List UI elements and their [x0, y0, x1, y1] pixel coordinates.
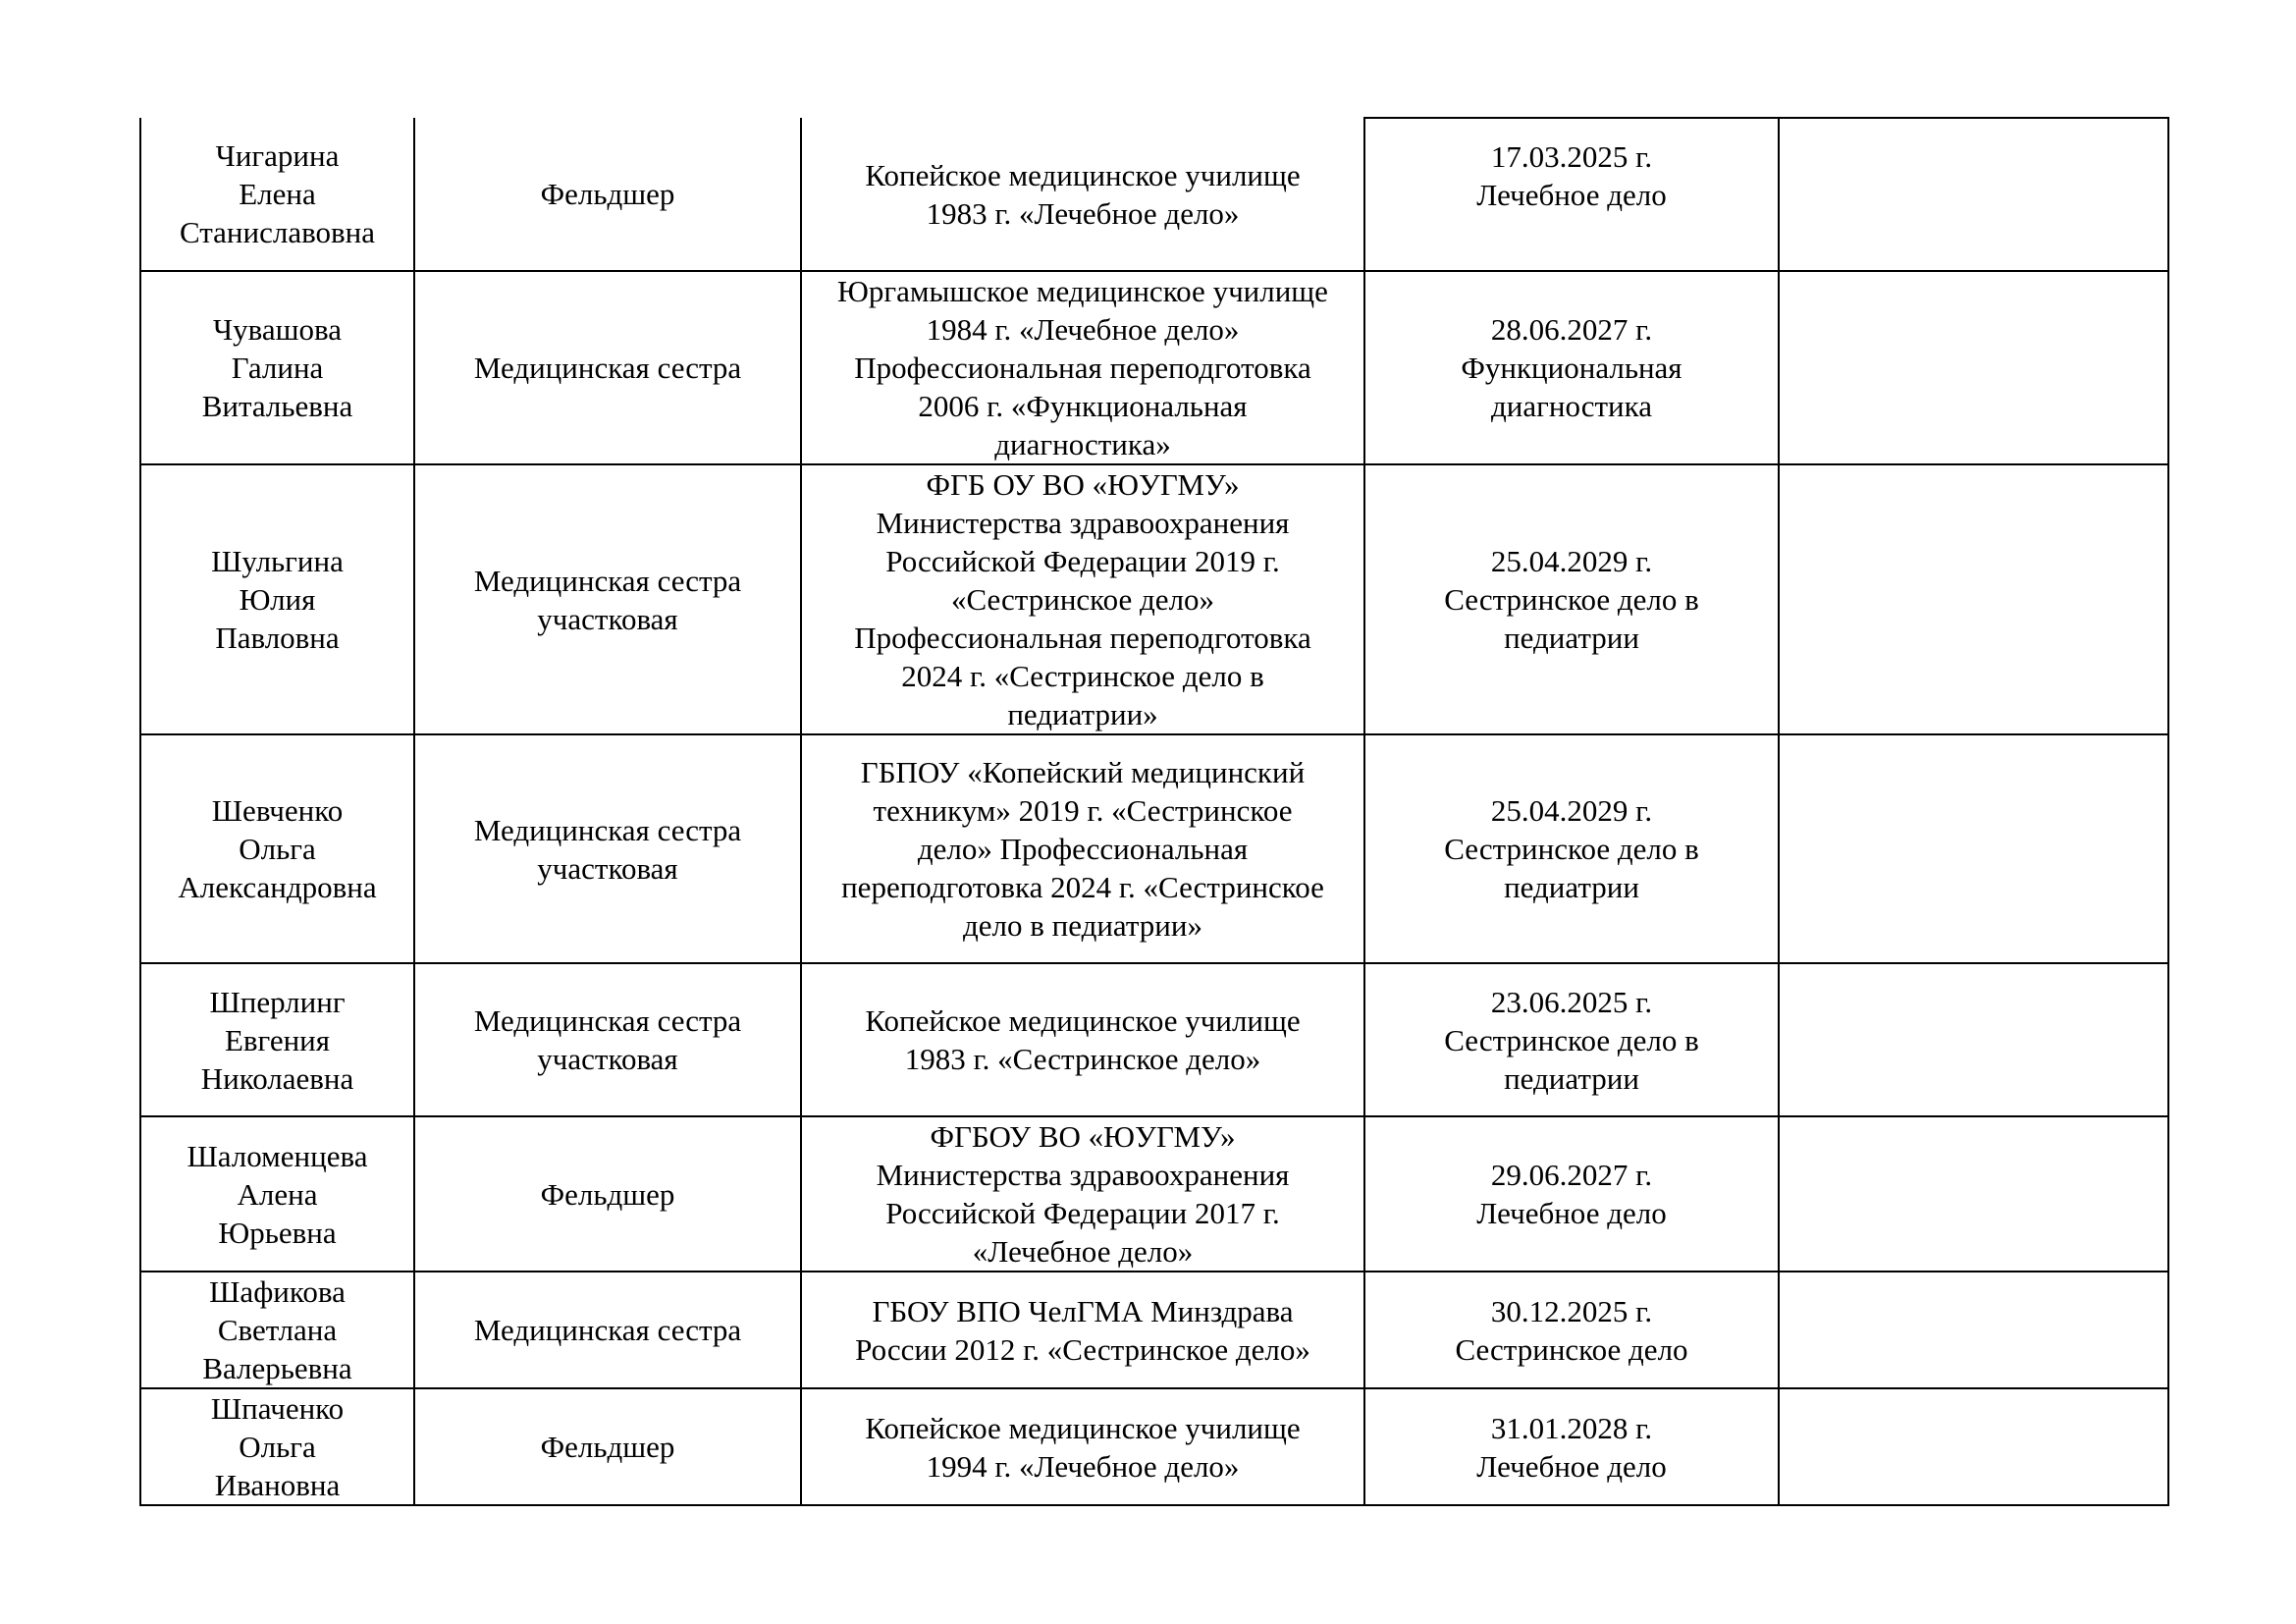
- table-row: [140, 1116, 2168, 1272]
- table-row: [140, 963, 2168, 1116]
- certificate-cell: [1364, 464, 1779, 734]
- position-cell: [414, 1272, 801, 1388]
- education-line: Профессиональная переподготовка: [854, 351, 1311, 385]
- certificate-line: педиатрии: [1504, 870, 1639, 904]
- position-text: Медицинская сестра: [473, 812, 742, 847]
- certificate-line: Функциональная: [1461, 351, 1682, 385]
- employee-name-cell: [140, 271, 414, 464]
- employee-first-name: Евгения: [224, 1022, 331, 1057]
- education-cell: [801, 271, 1364, 464]
- table-row: [140, 1272, 2168, 1388]
- education-line: Министерства здравоохранения: [876, 506, 1290, 540]
- certificate-line: Лечебное дело: [1476, 177, 1667, 212]
- education-cell: [801, 734, 1364, 963]
- certificate-cell: [1364, 1388, 1779, 1505]
- education-line: Российской Федерации 2017 г.: [885, 1196, 1280, 1230]
- education-line: «Сестринское дело»: [950, 582, 1215, 617]
- position-text: Медицинская сестра: [473, 1313, 742, 1347]
- position-cell: [414, 118, 801, 271]
- certificate-line: 25.04.2029 г.: [1490, 793, 1653, 828]
- employee-name-cell: [140, 1116, 414, 1272]
- table-row: [140, 734, 2168, 963]
- note-cell: [1779, 1272, 2168, 1388]
- table-row: [140, 118, 2168, 271]
- certificate-cell: [1364, 963, 1779, 1116]
- education-line: Российской Федерации 2019 г.: [885, 544, 1280, 578]
- employee-patronymic: Станиславовна: [179, 215, 376, 249]
- education-line: дело» Профессиональная: [917, 832, 1249, 866]
- employee-patronymic: Юрьевна: [218, 1215, 337, 1250]
- certificate-line: 30.12.2025 г.: [1490, 1293, 1653, 1328]
- position-cell: [414, 734, 801, 963]
- employee-name-cell: [140, 1272, 414, 1388]
- certificate-line: 31.01.2028 г.: [1490, 1410, 1653, 1445]
- note-cell: [1779, 734, 2168, 963]
- employee-surname: Шафикова: [209, 1274, 346, 1309]
- position-text: участковая: [537, 850, 678, 886]
- education-line: переподготовка 2024 г. «Сестринское: [841, 870, 1324, 904]
- employee-surname: Шульгина: [211, 544, 344, 578]
- employee-first-name: Светлана: [217, 1313, 338, 1347]
- education-line: «Лечебное дело»: [972, 1234, 1194, 1269]
- education-cell: [801, 1116, 1364, 1272]
- note-cell: [1779, 118, 2168, 271]
- employee-first-name: Ольга: [239, 1430, 316, 1464]
- education-line: 1983 г. «Сестринское дело»: [904, 1042, 1261, 1076]
- table-row: [140, 464, 2168, 734]
- employee-patronymic: Витальевна: [201, 389, 353, 423]
- education-cell: [801, 1388, 1364, 1505]
- education-line: 2024 г. «Сестринское дело в: [901, 659, 1264, 693]
- education-line: ГБОУ ВПО ЧелГМА Минздрава: [872, 1293, 1294, 1328]
- employee-first-name: Алена: [237, 1176, 318, 1212]
- position-text: Медицинская сестра: [473, 563, 742, 598]
- certificate-cell: [1364, 734, 1779, 963]
- employee-surname: Шперлинг: [209, 984, 346, 1019]
- education-line: диагностика»: [994, 427, 1171, 461]
- employee-surname: Чигарина: [215, 138, 340, 173]
- education-line: Копейское медицинское училище: [865, 1410, 1301, 1445]
- education-cell: [801, 1272, 1364, 1388]
- certificate-line: педиатрии: [1504, 621, 1639, 655]
- education-line: ФГБОУ ВО «ЮУГМУ»: [930, 1119, 1236, 1154]
- education-cell: [801, 464, 1364, 734]
- education-line: Министерства здравоохранения: [876, 1158, 1290, 1192]
- education-line: педиатрии»: [1007, 697, 1158, 731]
- certificate-line: Сестринское дело в: [1444, 832, 1699, 866]
- certificate-cell: [1364, 271, 1779, 464]
- certificate-line: 28.06.2027 г.: [1490, 312, 1653, 347]
- education-cell: [801, 118, 1364, 271]
- position-text: Фельдшер: [540, 1176, 675, 1212]
- position-cell: [414, 464, 801, 734]
- employee-first-name: Елена: [239, 177, 316, 211]
- employee-patronymic: Александровна: [178, 870, 377, 904]
- employee-surname: Чувашова: [213, 312, 342, 347]
- certificate-line: [1369, 214, 1774, 252]
- education-line: ГБПОУ «Копейский медицинский: [860, 755, 1306, 789]
- employee-name-cell: [140, 118, 414, 271]
- education-line: 2006 г. «Функциональная: [918, 389, 1248, 423]
- position-text: Фельдшер: [540, 1430, 675, 1464]
- position-text: участковая: [537, 601, 678, 636]
- employee-first-name: Юлия: [239, 582, 316, 617]
- staff-table: [139, 117, 2169, 1506]
- note-cell: [1779, 464, 2168, 734]
- certificate-line: 25.04.2029 г.: [1490, 544, 1653, 578]
- note-cell: [1779, 963, 2168, 1116]
- certificate-line: Сестринское дело в: [1444, 1022, 1699, 1057]
- education-line: Юргамышское медицинское училище: [837, 274, 1328, 308]
- employee-name-cell: [140, 464, 414, 734]
- certificate-line: Лечебное дело: [1476, 1196, 1667, 1230]
- table-row: [140, 1388, 2168, 1505]
- certificate-line: 29.06.2027 г.: [1490, 1158, 1653, 1192]
- table-row: [140, 271, 2168, 464]
- education-line: Копейское медицинское училище: [865, 157, 1301, 192]
- position-cell: [414, 271, 801, 464]
- certificate-cell: [1364, 1116, 1779, 1272]
- certificate-line: Сестринское дело: [1455, 1331, 1688, 1367]
- position-cell: [414, 1388, 801, 1505]
- certificate-cell: [1364, 118, 1779, 271]
- employee-first-name: Ольга: [239, 832, 316, 866]
- employee-patronymic: Николаевна: [200, 1060, 354, 1096]
- education-line: 1994 г. «Лечебное дело»: [926, 1448, 1240, 1484]
- education-line: 1984 г. «Лечебное дело»: [926, 312, 1240, 347]
- position-cell: [414, 1116, 801, 1272]
- certificate-line: диагностика: [1491, 389, 1652, 423]
- note-cell: [1779, 271, 2168, 464]
- note-cell: [1779, 1388, 2168, 1505]
- employee-name-cell: [140, 1388, 414, 1505]
- education-line: ФГБ ОУ ВО «ЮУГМУ»: [926, 467, 1240, 502]
- certificate-line: 23.06.2025 г.: [1490, 984, 1653, 1019]
- education-line: России 2012 г. «Сестринское дело»: [855, 1331, 1310, 1367]
- employee-name-cell: [140, 734, 414, 963]
- education-line: Копейское медицинское училище: [865, 1003, 1301, 1038]
- position-text: Фельдшер: [540, 177, 675, 211]
- certificate-line: 17.03.2025 г.: [1490, 138, 1653, 174]
- employee-patronymic: Ивановна: [214, 1468, 341, 1502]
- employee-surname: Шпаченко: [210, 1391, 345, 1426]
- note-cell: [1779, 1116, 2168, 1272]
- employee-patronymic: Павловна: [215, 621, 340, 655]
- employee-name-cell: [140, 963, 414, 1116]
- position-cell: [414, 963, 801, 1116]
- employee-surname: Шаломенцева: [187, 1138, 368, 1173]
- employee-first-name: Галина: [231, 351, 324, 385]
- certificate-line: педиатрии: [1504, 1060, 1639, 1096]
- education-cell: [801, 963, 1364, 1116]
- employee-patronymic: Валерьевна: [202, 1351, 352, 1385]
- certificate-cell: [1364, 1272, 1779, 1388]
- position-text: Медицинская сестра: [473, 351, 742, 385]
- employee-surname: Шевченко: [211, 793, 344, 828]
- certificate-line: Лечебное дело: [1476, 1448, 1667, 1484]
- education-line: Профессиональная переподготовка: [854, 621, 1311, 655]
- education-line: 1983 г. «Лечебное дело»: [926, 195, 1240, 231]
- education-line: техникум» 2019 г. «Сестринское: [873, 793, 1293, 828]
- education-line: дело в педиатрии»: [962, 908, 1202, 943]
- position-text: участковая: [537, 1042, 678, 1076]
- position-text: Медицинская сестра: [473, 1003, 742, 1038]
- certificate-line: Сестринское дело в: [1444, 582, 1699, 617]
